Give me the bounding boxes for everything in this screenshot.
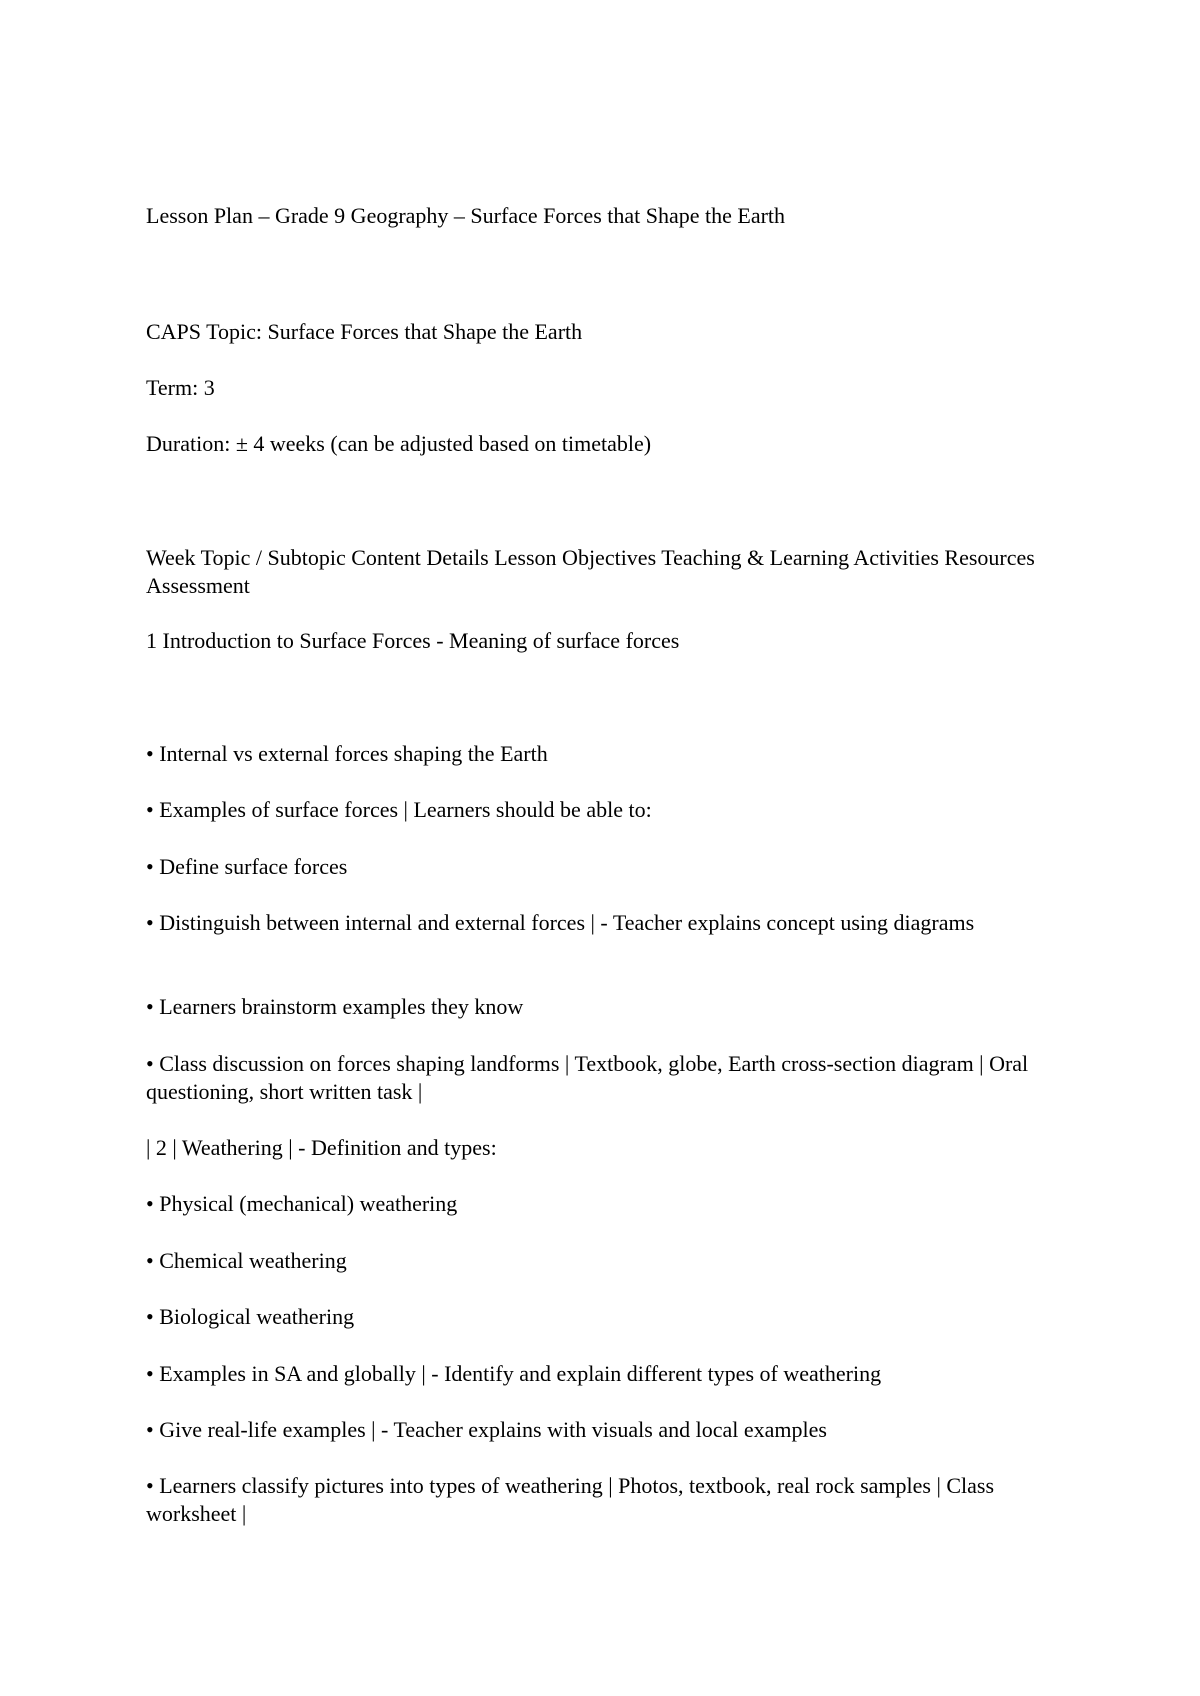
list-item: • Physical (mechanical) weathering <box>146 1191 458 1216</box>
list-item: • Give real-life examples | - Teacher explains with visuals and local examples <box>146 1417 827 1442</box>
document-title: Lesson Plan – Grade 9 Geography – Surface Forces that Shape the Earth <box>146 203 786 228</box>
list-item: • Distinguish between internal and external forces | - Teacher explains concept using diagrams <box>146 910 975 935</box>
list-item: • Chemical weathering <box>146 1248 347 1273</box>
list-item: • Internal vs external forces shaping the Earth <box>146 741 548 766</box>
list-item: • Learners classify pictures into types of weathering | Photos, textbook, real rock samples | Class worksheet | <box>146 1473 995 1526</box>
duration: Duration: ± 4 weeks (can be adjusted based on timetable) <box>146 431 652 456</box>
list-item: • Learners brainstorm examples they know <box>146 994 524 1019</box>
list-item: • Define surface forces <box>146 854 348 879</box>
list-item: • Examples of surface forces | Learners should be able to: <box>146 797 652 822</box>
term: Term: 3 <box>146 375 215 400</box>
list-item: • Class discussion on forces shaping landforms | Textbook, globe, Earth cross-section diagram | Oral questioning, short written task | <box>146 1051 1029 1104</box>
list-item: • Biological weathering <box>146 1304 355 1329</box>
list-item: 1 Introduction to Surface Forces - Meaning of surface forces <box>146 628 680 653</box>
list-item: • Examples in SA and globally | - Identify and explain different types of weathering <box>146 1361 882 1386</box>
list-item: | 2 | Weathering | - Definition and types: <box>146 1135 497 1160</box>
table-header: Week Topic / Subtopic Content Details Lesson Objectives Teaching & Learning Activities Resources Assessment <box>146 545 1035 598</box>
caps-topic: CAPS Topic: Surface Forces that Shape the Earth <box>146 319 583 344</box>
